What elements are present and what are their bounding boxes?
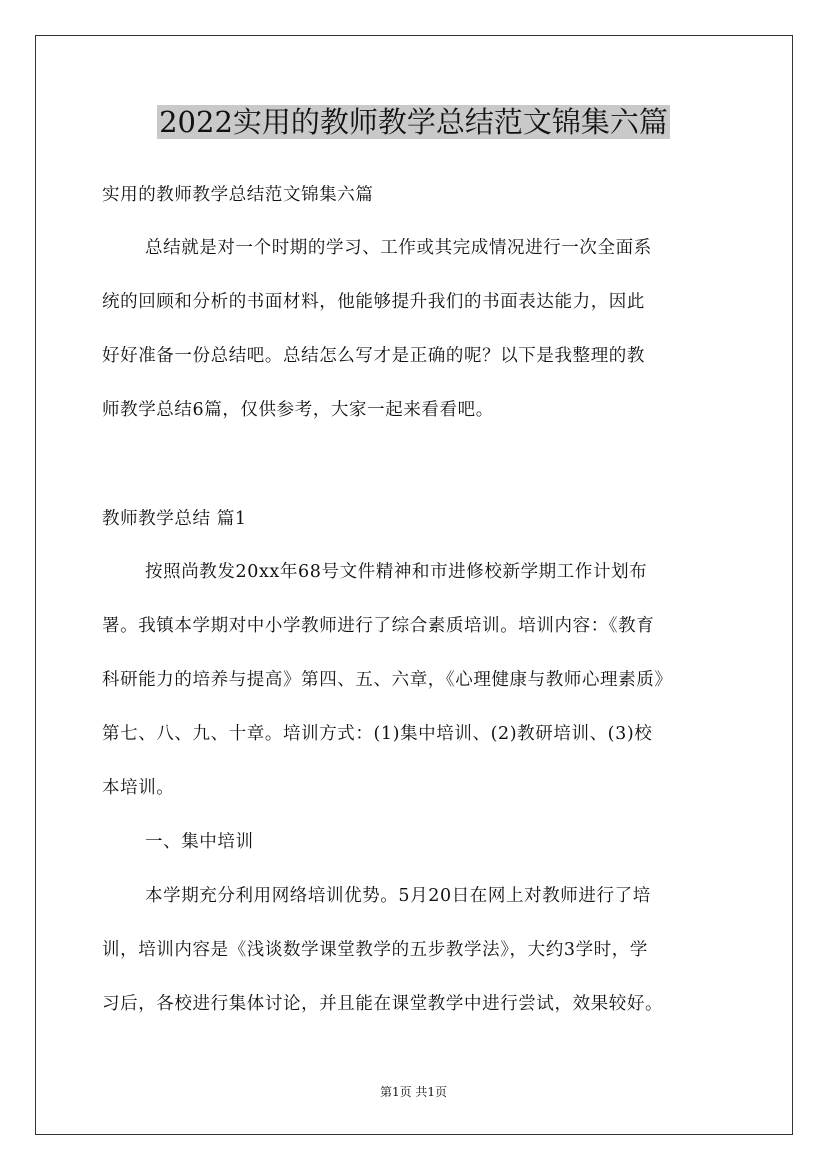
subsection-heading: 一、集中培训 <box>145 832 254 852</box>
page-footer: 第1页 共1页 <box>379 1085 448 1099</box>
subsection-line: 本学期充分利用网络培训优势。5月20日在网上对教师进行了培 <box>145 886 651 906</box>
section-line: 科研能力的培养与提高》第四、五、六章，《心理健康与教师心理素质》 <box>102 670 673 690</box>
intro-line: 统的回顾和分析的书面材料，他能够提升我们的书面表达能力，因此 <box>102 292 645 312</box>
section-line: 本培训。 <box>102 778 175 798</box>
intro-line: 好好准备一份总结吧。总结怎么写才是正确的呢？以下是我整理的教 <box>102 346 645 366</box>
section-line: 署。我镇本学期对中小学教师进行了综合素质培训。培训内容：《教育 <box>102 616 655 636</box>
document-subtitle: 实用的教师教学总结范文锦集六篇 <box>102 185 374 205</box>
subsection-line: 训，培训内容是《浅谈数学课堂教学的五步教学法》，大约3学时，学 <box>102 940 648 960</box>
subsection-line: 习后，各校进行集体讨论，并且能在课堂教学中进行尝试，效果较好。 <box>102 994 664 1014</box>
section-line: 按照尚教发20xx年68号文件精神和市进修校新学期工作计划布 <box>145 562 648 582</box>
intro-line: 师教学总结6篇，仅供参考，大家一起来看看吧。 <box>102 400 494 420</box>
document-title-text: 2022实用的教师教学总结范文锦集六篇 <box>159 105 668 139</box>
intro-line: 总结就是对一个时期的学习、工作或其完成情况进行一次全面系 <box>145 238 652 258</box>
document-title <box>0 100 827 144</box>
section-line: 第七、八、九、十章。培训方式：(1)集中培训、(2)教研培训、(3)校 <box>102 724 653 744</box>
section-heading: 教师教学总结 篇1 <box>102 509 247 529</box>
